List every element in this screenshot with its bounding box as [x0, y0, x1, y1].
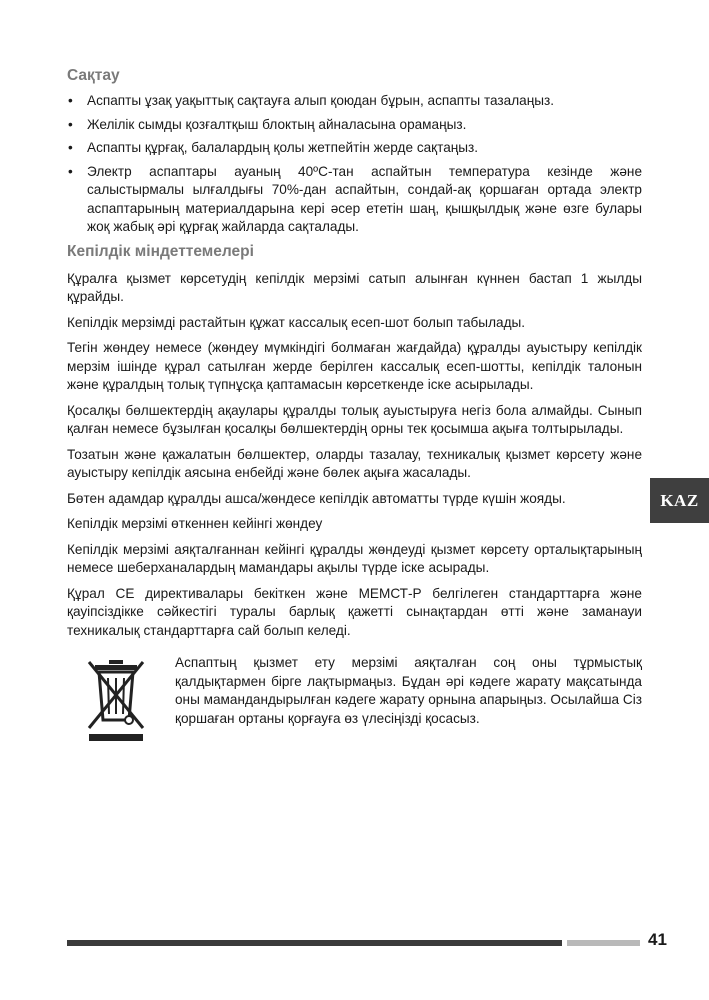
- paragraph: Қосалқы бөлшектердің ақаулары құралды толық ауыстыруға негіз бола алмайды. Сынып қалған немесе бұзылған қосалқы бөлшектердің орны тек қосымша ақыға толтырылады.: [67, 402, 642, 436]
- list-item: • Аспапты құрғақ, балалардың қолы жетпейтін жерде сақтаңыз.: [67, 139, 642, 158]
- paragraph: Кепілдік мерзімі өткеннен кейінгі жөндеу: [67, 516, 323, 531]
- paragraph: Тозатын және қажалатын бөлшектер, оларды тазалау, техникалық қызмет көрсету және ауыстыру кепілдік аясына енбейді және бөлек ақыға жасалады.: [67, 446, 642, 480]
- list-item: • Желілік сымды қозғалтқыш блоктың айналасына орамаңыз.: [67, 116, 642, 135]
- paragraph: Құралға қызмет көрсетудің кепілдік мерзімі сатып алынған күннен бастап 1 жылды құрайды.: [67, 270, 642, 304]
- paragraph: Кепілдік мерзімі аяқталғаннан кейінгі құралды жөндеуді қызмет көрсету орталықтарының немесе шеберханалардың мамандары ақылы түрде іске асырады.: [67, 541, 642, 575]
- paragraph: Тегін жөндеу немесе (жөндеу мүмкіндігі болмаған жағдайда) құралды ауыстыру кепілдік мерзім ішінде құрал сатылған жерде берілген кассалық есеп-шотты, кепілдік талонын және құралдың толық түпнұсқа қаптамасын көрсеткенде іске асырылады.: [67, 340, 642, 392]
- list-item: • Электр аспаптары ауаның 40ºС-тан аспайтын температура кезінде және салыстырмалы ылғалдығы 70%-дан аспайтын, сондай-ақ қоршаған ортада электр аспаптарының материалдарына кері әсер ететін шаң, қышқылдық және өзге булары жоқ жабық әрі құрғақ жайларда сақталады.: [67, 163, 642, 237]
- footer-bar: [67, 940, 562, 946]
- storage-heading: Сақтау: [67, 67, 120, 84]
- footer-bar-accent: [567, 940, 640, 946]
- list-item: • Аспапты ұзақ уақыттық сақтауға алып қоюдан бұрын, аспапты тазалаңыз.: [67, 92, 642, 111]
- disposal-text: Аспаптың қызмет ету мерзімі аяқталған соң оны тұрмыстық қалдықтармен бірге лақтырмаңыз. Бұдан әрі кәдеге жарату мақсатында оны мамандандырылған кәдеге жарату орнына апарыңыз. Осылайша Сіз қоршаған ортаны қорғауға өз үлесіңізді қосасыз.: [175, 655, 642, 726]
- paragraph: Кепілдік мерзімді растайтын құжат кассалық есеп-шот болып табылады.: [67, 314, 526, 330]
- paragraph: Құрал СЕ директивалары бекіткен және МЕМСТ-Р белгілеген стандарттарға және қауіпсіздікке сәйкестігі туралы барлық қажетті сынақтардан өтті және заманауи техникалық стандарттарға сай болып келеді.: [67, 585, 642, 638]
- warranty-heading: Кепілдік міндеттемелері: [67, 242, 254, 260]
- disposal-section: [67, 654, 642, 744]
- language-tab: KAZ: [650, 478, 709, 523]
- storage-list: [67, 92, 642, 237]
- crossed-bin-icon: [81, 654, 151, 744]
- page-content: [67, 66, 642, 744]
- page-number: 41: [648, 930, 667, 949]
- paragraph: Бөтен адамдар құралды ашса/жөндесе кепілдік автоматты түрде күшін жояды.: [67, 490, 566, 506]
